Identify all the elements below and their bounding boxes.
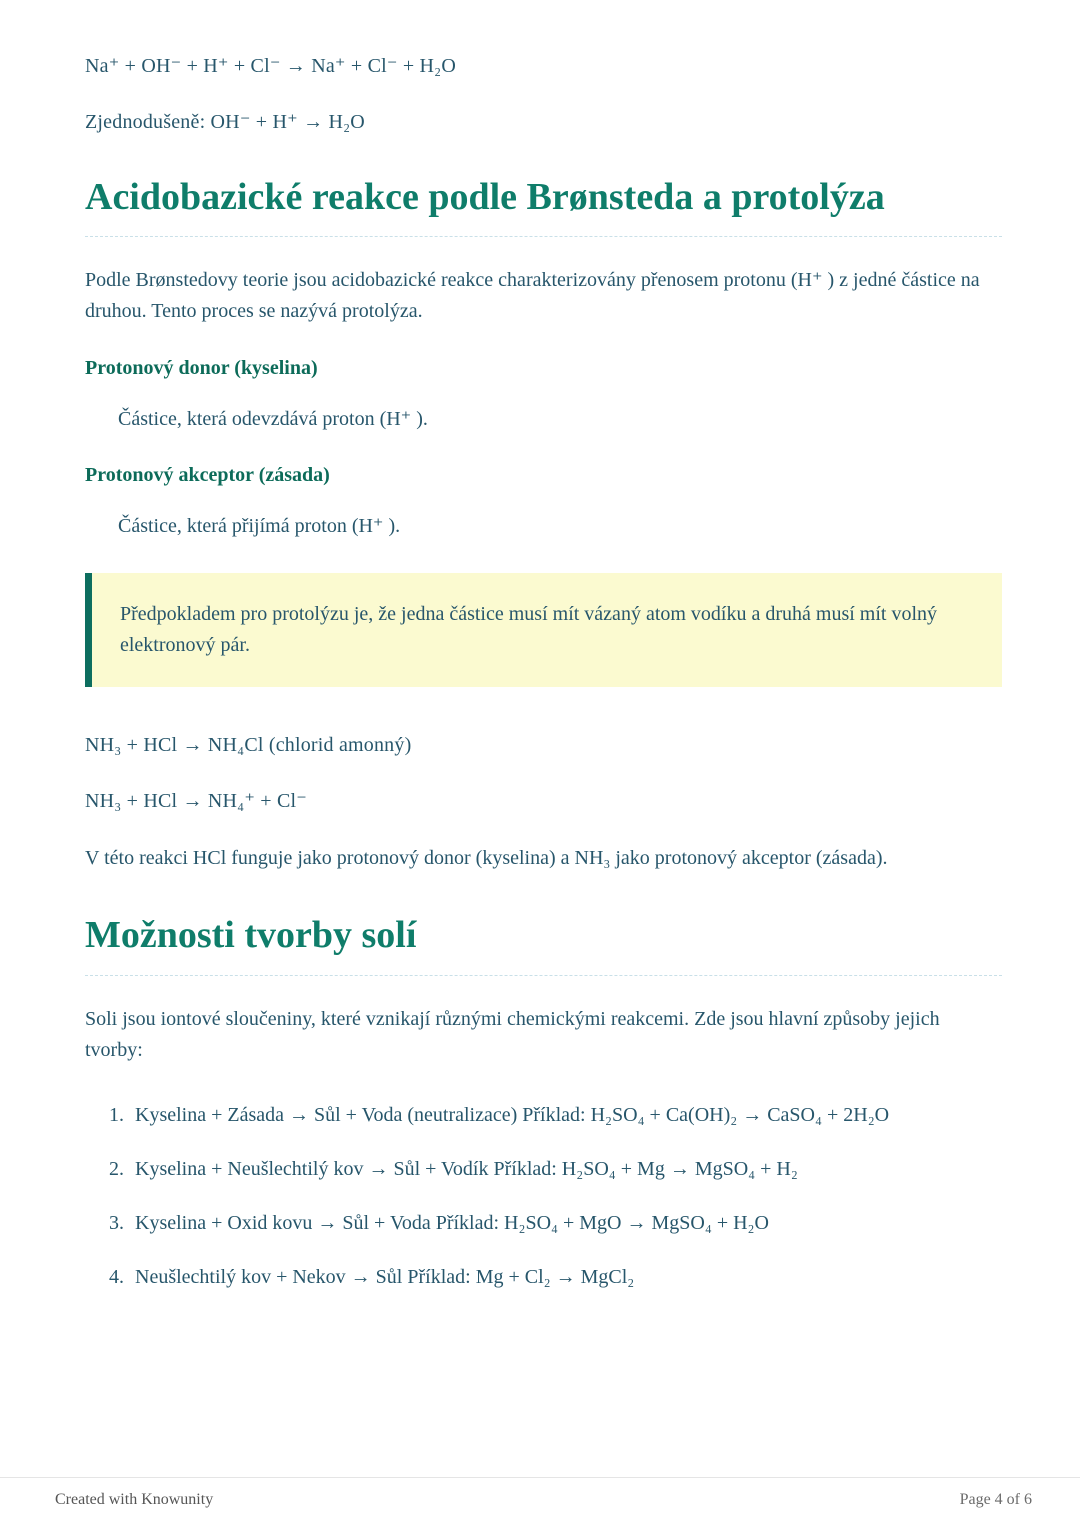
paragraph-bronsted-intro: Podle Brønstedovy teorie jsou acidobazické reakce charakterizovány přenosem protonu (H⁺ ) z jedné částice na druhou. Tento proces se nazývá protolýza. [85,269,980,323]
list-item-acid-metal: 2. Kyselina + Neušlechtilý kov → Sůl + Vodík Příklad: H₂SO₄ + Mg → MgSO₄ + H₂ [129,1154,1002,1184]
list-item-metal-nonmetal: 4. Neušlechtilý kov + Nekov → Sůl Příklad: Mg + Cl₂ → MgCl₂ [129,1262,1002,1292]
paragraph-bronsted-outro: V této reakci HCl funguje jako protonový donor (kyselina) a NH₃ jako protonový akceptor (zásada). [85,847,888,870]
chemical-equation-nh4cl: NH₃ + HCl → NH₄Cl (chlorid amonný) [85,734,412,757]
term-label-proton-donor: Protonový donor (kyselina) [85,357,318,380]
term-label-proton-acceptor: Protonový akceptor (zásada) [85,464,330,487]
page-number: Page 4 of 6 [959,1491,1032,1508]
page-footer [0,1477,1080,1527]
salt-formation-list [107,1100,1002,1292]
footer-brand: Created with Knowunity [55,1491,214,1508]
callout-box-protolysis-condition: Předpokladem pro protolýzu je, že jedna částice musí mít vázaný atom vodíku a druhá musí mít volný elektronový pár. [85,573,1002,687]
term-definition-proton-donor: Částice, která odevzdává proton (H⁺ ). [118,408,428,431]
section-heading-salt-formation: Možnosti tvorby solí [85,912,1002,975]
paragraph-salts-intro: Soli jsou iontové sloučeniny, které vznikají různými chemickými reakcemi. Zde jsou hlavní způsoby jejich tvorby: [85,1007,940,1061]
list-item-acid-metal-oxide: 3. Kyselina + Oxid kovu → Sůl + Voda Příklad: H₂SO₄ + MgO → MgSO₄ + H₂O [129,1208,1002,1238]
chemical-equation-nh4-ions: NH₃ + HCl → NH₄⁺ + Cl⁻ [85,790,308,813]
list-item-neutralization: 1. Kyselina + Zásada → Sůl + Voda (neutralizace) Příklad: H₂SO₄ + Ca(OH)₂ → CaSO₄ + 2H₂O [129,1100,1002,1130]
chemical-equation-simplified: Zjednodušeně: OH⁻ + H⁺ → H₂O [85,111,365,133]
term-definition-proton-acceptor: Částice, která přijímá proton (H⁺ ). [118,515,401,538]
chemical-equation-neutralization: Na⁺ + OH⁻ + H⁺ + Cl⁻ → Na⁺ + Cl⁻ + H₂O [85,55,456,77]
section-heading-bronsted: Acidobazické reakce podle Brønsteda a protolýza [85,174,1002,237]
